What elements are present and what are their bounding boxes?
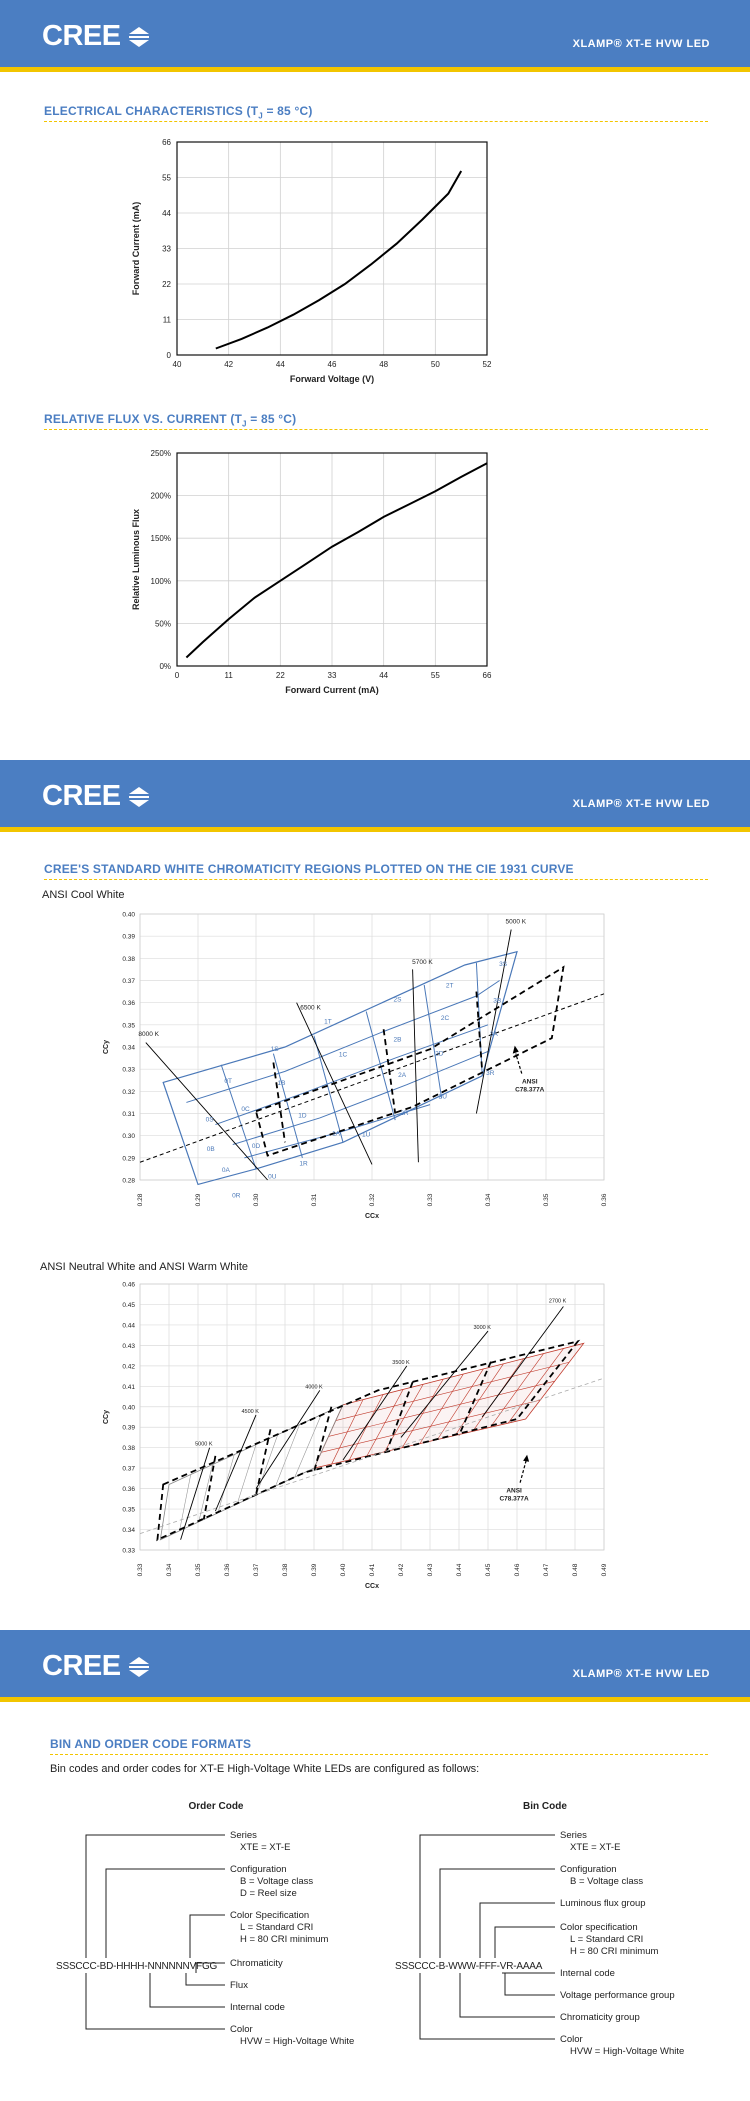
y-tick-label: 0.43 [122,1342,135,1350]
code-leader-line [86,1973,225,2029]
cct-label: 5700 K [412,958,433,966]
code-leader-line [420,1973,555,2039]
y-tick-label: 50% [154,619,171,629]
page-header [0,760,750,832]
bin-label: 2T [445,982,454,990]
y-tick-label: 0.40 [122,911,135,919]
code-field-title: Luminous flux group [560,1898,646,1909]
code-field-title: Configuration [560,1864,617,1875]
x-tick-label: 0.43 [427,1563,434,1577]
y-tick-label: 44 [162,209,171,218]
y-tick-label: 150% [150,534,171,544]
y-tick-label: 0.38 [122,955,135,963]
logo-arrows-icon [127,786,151,808]
code-field-title: Color specification [560,1922,638,1933]
x-tick-label: 0.41 [369,1563,376,1577]
bin-label: 0B [206,1145,215,1153]
chart-cool-white [95,908,625,1243]
bin-label: 2R [400,1110,409,1118]
y-tick-label: 0.41 [122,1383,135,1391]
y-tick-label: 0.36 [122,1000,135,1008]
bin-column-line [424,985,441,1098]
annotation-arrowhead [523,1455,529,1462]
code-leader-line [495,1927,555,1958]
code-field-desc: L = Standard CRI [570,1934,644,1945]
x-axis-label: CCx [364,1213,380,1220]
section-title-electrical: ELECTRICAL CHARACTERISTICS ($T_J = 85$ °C) [44,104,313,121]
y-tick-label: 33 [162,244,171,254]
ansi-quadrangle [256,967,563,1155]
y-axis-label: Forward Current (mA) [131,201,141,296]
code-leader-line [186,1973,225,1985]
annotation-arrow [516,1054,522,1074]
code-field-title: Chromaticity [230,1958,283,1969]
code-leader-line [150,1973,225,2007]
x-tick-label: 0.44 [456,1563,463,1577]
bin-label: 1S [270,1045,279,1053]
annotation-label: ANSI [506,1487,522,1495]
x-axis-label: Forward Current (mA) [285,685,379,695]
y-tick-label: 0.28 [122,1177,135,1185]
code-leader-line [86,1835,225,1958]
x-tick-label: 0.33 [427,1193,434,1207]
bin-label: 0C [241,1106,250,1114]
y-tick-label: 0.37 [122,1465,135,1473]
subtitle-cool-white: ANSI Cool White [42,889,125,901]
neutral-bin-column [218,1455,234,1513]
subtitle-neutral-warm-white: ANSI Neutral White and ANSI Warm White [40,1261,249,1273]
cct-line [413,969,419,1162]
y-tick-label: 200% [150,491,171,501]
code-field-title: Color Specification [230,1910,310,1921]
chart-forward-current [110,132,590,397]
y-axis-label: CCy [103,1039,110,1055]
bin-label: 2A [398,1071,407,1079]
x-tick-label: 0.34 [485,1193,492,1207]
code-field-title: Voltage performance group [560,1990,675,2001]
cree-logo [42,1650,151,1683]
x-axis-label: Forward Voltage (V) [289,374,375,384]
x-tick-label: 0.34 [166,1563,173,1577]
bin-label: 2D [435,1050,444,1058]
code-field-desc: HVW = High-Voltage White [570,2046,685,2057]
header-band [0,67,750,72]
bin-label: 3A [489,1031,498,1039]
y-tick-label: 0.33 [122,1066,135,1074]
bin-label: 1A [332,1130,341,1138]
bin-label: 0A [221,1166,230,1174]
code-leader-line [505,1973,555,1995]
chart-neutral-warm-white [95,1278,625,1608]
section-title-bin-order: BIN AND ORDER CODE FORMATS [50,1737,252,1751]
intro-text: Bin codes and order codes for XT-E High-Voltage White LEDs are configured as follows: [50,1763,480,1775]
bin-label: 0R [232,1192,241,1200]
section-title-relative-flux: RELATIVE FLUX VS. CURRENT ($T_J = 85$ °C) [44,412,297,429]
code-string: SSSCCC-BD-HHHH-NNNNNNVFGG [56,1961,218,1972]
x-tick-label: 0.29 [195,1193,202,1207]
x-tick-label: 48 [379,360,389,369]
cct-label: 5000 K [195,1441,213,1448]
x-tick-label: 33 [327,671,337,680]
bin-label: 0T [224,1078,232,1086]
x-tick-label: 50 [430,360,440,369]
x-tick-label: 0.31 [311,1193,318,1207]
logo-arrows-icon [127,1656,151,1678]
x-tick-label: 66 [482,671,492,680]
y-tick-label: 22 [162,280,171,289]
cct-label: 4000 K [305,1384,323,1391]
y-tick-label: 0.39 [122,933,135,941]
y-tick-label: 0.31 [122,1111,135,1118]
x-tick-label: 0.30 [253,1193,260,1207]
y-tick-label: 0.38 [122,1445,135,1453]
x-tick-label: 0.47 [543,1563,550,1577]
neutral-bin-column [180,1475,191,1531]
page-3 [0,1630,750,2101]
y-tick-label: 0.29 [122,1155,135,1163]
bin-label: 3B [493,997,502,1005]
code-diagrams [0,1790,750,2101]
x-tick-label: 46 [327,360,337,369]
x-tick-label: 42 [224,360,234,369]
bin-row-line [186,981,502,1103]
bin-label: 3R [486,1069,495,1077]
header-band [0,1697,750,1702]
y-tick-label: 0.35 [122,1506,135,1514]
code-field-desc: HVW = High-Voltage White [240,2036,355,2047]
series-line [186,463,487,657]
code-field-desc: L = Standard CRI [240,1922,314,1933]
x-tick-label: 44 [275,360,285,369]
bin-label: 1R [299,1160,308,1168]
y-tick-label: 0.30 [122,1133,135,1141]
cree-logo [42,780,151,813]
x-tick-label: 55 [430,671,440,680]
x-tick-label: 0.38 [282,1563,289,1577]
y-tick-label: 0.46 [122,1281,135,1289]
bin-label: 0S [205,1116,214,1124]
section-title-chromaticity: CREE'S STANDARD WHITE CHROMATICITY REGIONS PLOTTED ON THE CIE 1931 CURVE [44,862,574,876]
y-tick-label: 55 [162,173,171,183]
y-axis-label: CCy [103,1409,110,1425]
cct-label: 6500 K [300,1004,321,1012]
annotation-label: C78.377A [499,1495,529,1503]
bin-label: 1C [338,1051,348,1059]
x-tick-label: 0.48 [572,1563,579,1577]
y-tick-label: 0.33 [122,1547,135,1555]
code-field-desc: D = Reel size [240,1888,297,1899]
y-tick-label: 66 [162,138,171,147]
doc-title: XLAMP® XT-E HVW LED [572,798,710,810]
bin-label: 0U [268,1173,277,1181]
cct-label: 5000 K [505,918,527,926]
x-tick-label: 0.32 [369,1193,376,1207]
bin-label: 1D [298,1112,307,1120]
y-tick-label: 250% [150,449,171,458]
chart-relative-flux [110,443,590,708]
code-string: SSSCCC-B-WWW-FFF-VR-AAAA [395,1961,543,1972]
x-tick-label: 0.35 [543,1193,550,1207]
cct-label: 2700 K [548,1298,567,1305]
code-leader-line [106,1869,225,1958]
code-heading: Order Code [188,1801,244,1812]
code-heading: Bin Code [523,1801,567,1812]
x-tick-label: 0.46 [514,1563,521,1577]
x-tick-label: 0 [174,671,180,680]
section-rule [50,1754,708,1755]
code-field-title: Color [560,2034,583,2045]
bin-label: 3S [499,961,508,969]
section-rule [44,121,708,122]
x-tick-label: 0.36 [224,1563,231,1577]
page-1 [0,0,750,760]
y-tick-label: 100% [150,576,171,586]
y-tick-label: 0.45 [122,1301,135,1309]
code-field-title: Series [560,1830,587,1841]
x-tick-label: 0.28 [137,1193,144,1207]
x-tick-label: 0.33 [137,1563,144,1577]
cct-label: 3000 K [473,1325,491,1332]
bin-label: 2S [393,996,402,1004]
page-header [0,0,750,72]
code-field-desc: B = Voltage class [240,1876,314,1887]
x-tick-label: 0.49 [601,1563,608,1577]
logo-text: CREE [42,20,121,52]
bin-row-line [233,1051,488,1144]
y-tick-label: 0% [159,662,171,671]
cree-logo [42,20,151,53]
x-tick-label: 40 [172,360,182,369]
bin-label: 0D [251,1142,261,1150]
annotation-label: ANSI [521,1078,538,1086]
x-tick-label: 52 [482,360,492,369]
doc-title: XLAMP® XT-E HVW LED [572,38,710,50]
x-tick-label: 0.37 [253,1563,260,1577]
y-tick-label: 0.42 [122,1363,135,1371]
code-leader-line [440,1869,555,1958]
code-field-title: Series [230,1830,257,1841]
x-tick-label: 22 [275,671,285,680]
section-rule [44,429,708,430]
code-leader-line [480,1903,555,1958]
code-field-desc: H = 80 CRI minimum [240,1934,329,1945]
x-tick-label: 0.36 [601,1193,608,1207]
bin-label: 2B [393,1036,402,1044]
doc-title: XLAMP® XT-E HVW LED [572,1668,710,1680]
x-tick-label: 0.39 [311,1563,318,1577]
code-field-title: Flux [230,1980,248,1991]
code-field-title: Chromaticity group [560,2012,640,2023]
logo-arrows-icon [127,26,151,48]
x-tick-label: 0.42 [398,1563,405,1577]
header-band [0,827,750,832]
y-tick-label: 0.34 [122,1044,135,1052]
ansi-divider [204,1456,216,1519]
bin-label: 1T [324,1018,332,1026]
bin-label: 2C [440,1015,450,1023]
page-2 [0,760,750,1630]
page-header [0,1630,750,1702]
code-field-desc: XTE = XT-E [240,1842,291,1853]
cct-label: 3500 K [392,1359,410,1366]
y-axis-label: Relative Luminous Flux [131,508,141,611]
y-tick-label: 0.39 [122,1424,135,1432]
cct-label: 8000 K [138,1030,160,1038]
x-axis-label: CCx [364,1583,380,1590]
code-field-desc: H = 80 CRI minimum [570,1946,659,1957]
code-field-desc: XTE = XT-E [570,1842,621,1853]
y-tick-label: 0 [166,351,171,360]
cct-label: 4500 K [241,1408,259,1415]
code-leader-line [190,1915,225,1958]
code-field-title: Internal code [230,2002,285,2013]
x-tick-label: 0.40 [340,1563,347,1577]
code-field-title: Internal code [560,1968,615,1979]
y-tick-label: 0.40 [122,1404,135,1412]
annotation-label: C78.377A [515,1086,545,1094]
bin-region-outline [163,952,517,1185]
logo-text: CREE [42,780,121,812]
y-tick-label: 0.34 [122,1527,135,1535]
bin-column-line [366,1012,395,1121]
code-field-title: Color [230,2024,253,2035]
x-tick-label: 44 [379,671,389,680]
y-tick-label: 0.35 [122,1022,135,1030]
y-tick-label: 0.37 [122,978,135,985]
x-tick-label: 0.35 [195,1563,202,1577]
bin-label: 2U [438,1093,447,1101]
bin-label: 1B [277,1079,286,1087]
code-field-desc: B = Voltage class [570,1876,644,1887]
bin-label: 1U [362,1131,371,1139]
y-tick-label: 0.32 [122,1088,135,1096]
logo-text: CREE [42,1650,121,1682]
series-line [216,171,461,349]
y-tick-label: 0.44 [122,1322,135,1330]
annotation-arrow [520,1461,526,1483]
x-tick-label: 11 [224,671,233,680]
y-tick-label: 11 [162,315,171,325]
code-field-title: Configuration [230,1864,287,1875]
x-tick-label: 0.45 [485,1563,492,1577]
section-rule [44,879,708,880]
y-tick-label: 0.36 [122,1486,135,1494]
